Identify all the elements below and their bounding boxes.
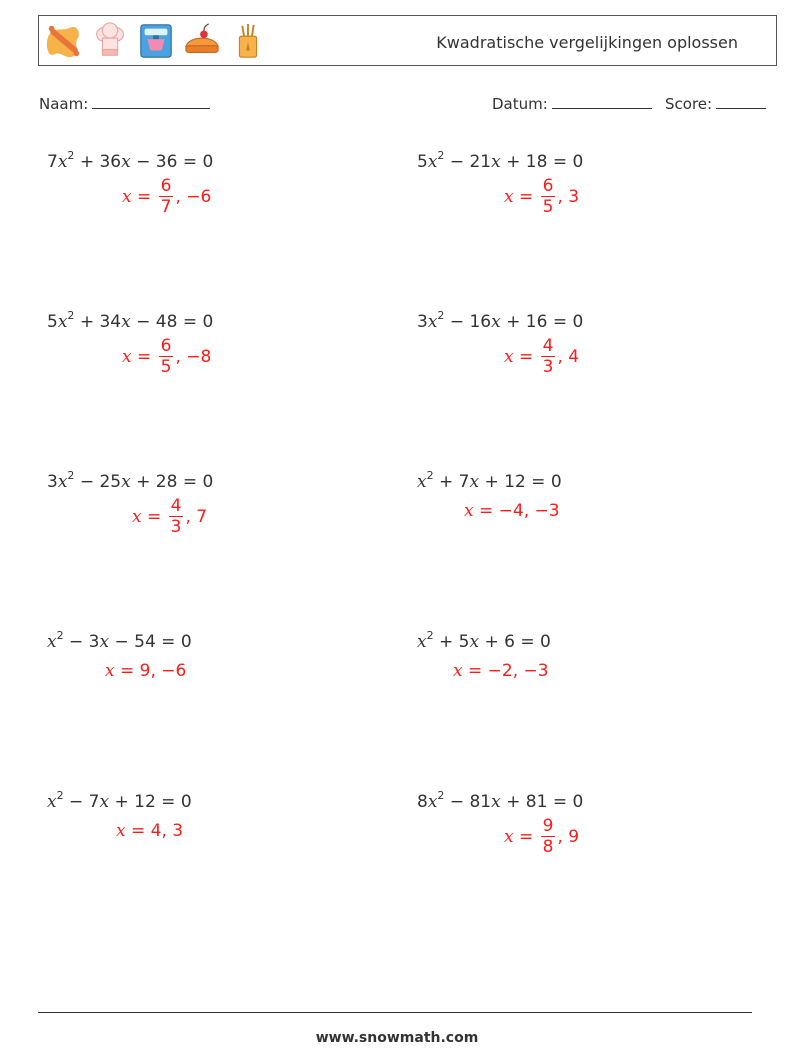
worksheet-title: Kwadratische vergelijkingen oplossen — [436, 33, 738, 52]
equation: $8x^2 - 81x + 81 = 0$ — [417, 789, 584, 812]
footer-divider — [38, 1012, 752, 1013]
name-field — [39, 94, 210, 113]
answer: x = 4, 3 — [116, 821, 184, 841]
date-blank — [552, 94, 652, 109]
fraction: $\frac{6}{5}$ — [160, 336, 172, 377]
icon-row — [45, 20, 267, 62]
name-blank — [92, 94, 210, 109]
equation: $3x^2 - 16x + 16 = 0$ — [417, 309, 584, 332]
stand-mixer-icon — [137, 21, 175, 61]
equation: $5x^2 + 34x - 48 = 0$ — [47, 309, 214, 332]
fraction: $\frac{4}{3}$ — [170, 496, 182, 537]
answer: x = −2, −3 — [453, 661, 549, 681]
fraction: $\frac{6}{7}$ — [160, 176, 172, 217]
equation: $x^2 - 3x - 54 = 0$ — [47, 629, 192, 652]
answer: x = $\frac{4}{3}$ , 4 — [504, 336, 580, 377]
equation: $7x^2 + 36x - 36 = 0$ — [47, 149, 214, 172]
answer: x = $\frac{6}{5}$ , −8 — [122, 336, 212, 377]
score-field — [665, 94, 766, 113]
footer-url: www.snowmath.com — [315, 1030, 479, 1046]
header-box — [38, 15, 777, 66]
answer: x = 9, −6 — [105, 661, 187, 681]
pie-icon — [183, 21, 221, 61]
answer: x = $\frac{6}{5}$ , 3 — [504, 176, 580, 217]
fraction: $\frac{4}{3}$ — [542, 336, 554, 377]
answer: x = $\frac{4}{3}$ , 7 — [132, 496, 208, 537]
date-field — [492, 94, 652, 113]
name-label: Naam: — [39, 95, 89, 113]
answer: x = $\frac{9}{8}$ , 9 — [504, 816, 580, 857]
utensil-holder-icon — [229, 21, 267, 61]
answer: x = −4, −3 — [464, 501, 560, 521]
fraction: $\frac{6}{5}$ — [542, 176, 554, 217]
date-label: Datum: — [492, 95, 548, 113]
score-label: Score: — [665, 95, 713, 113]
rolling-pin-icon — [45, 21, 83, 61]
equation: $x^2 + 7x + 12 = 0$ — [417, 469, 562, 492]
fraction: $\frac{9}{8}$ — [542, 816, 554, 857]
equation: $3x^2 - 25x + 28 = 0$ — [47, 469, 214, 492]
answer: x = $\frac{6}{7}$ , −6 — [122, 176, 212, 217]
equation: $x^2 - 7x + 12 = 0$ — [47, 789, 192, 812]
chef-hat-icon — [91, 21, 129, 61]
equation: $5x^2 - 21x + 18 = 0$ — [417, 149, 584, 172]
equation: $x^2 + 5x + 6 = 0$ — [417, 629, 551, 652]
score-blank — [716, 94, 766, 109]
